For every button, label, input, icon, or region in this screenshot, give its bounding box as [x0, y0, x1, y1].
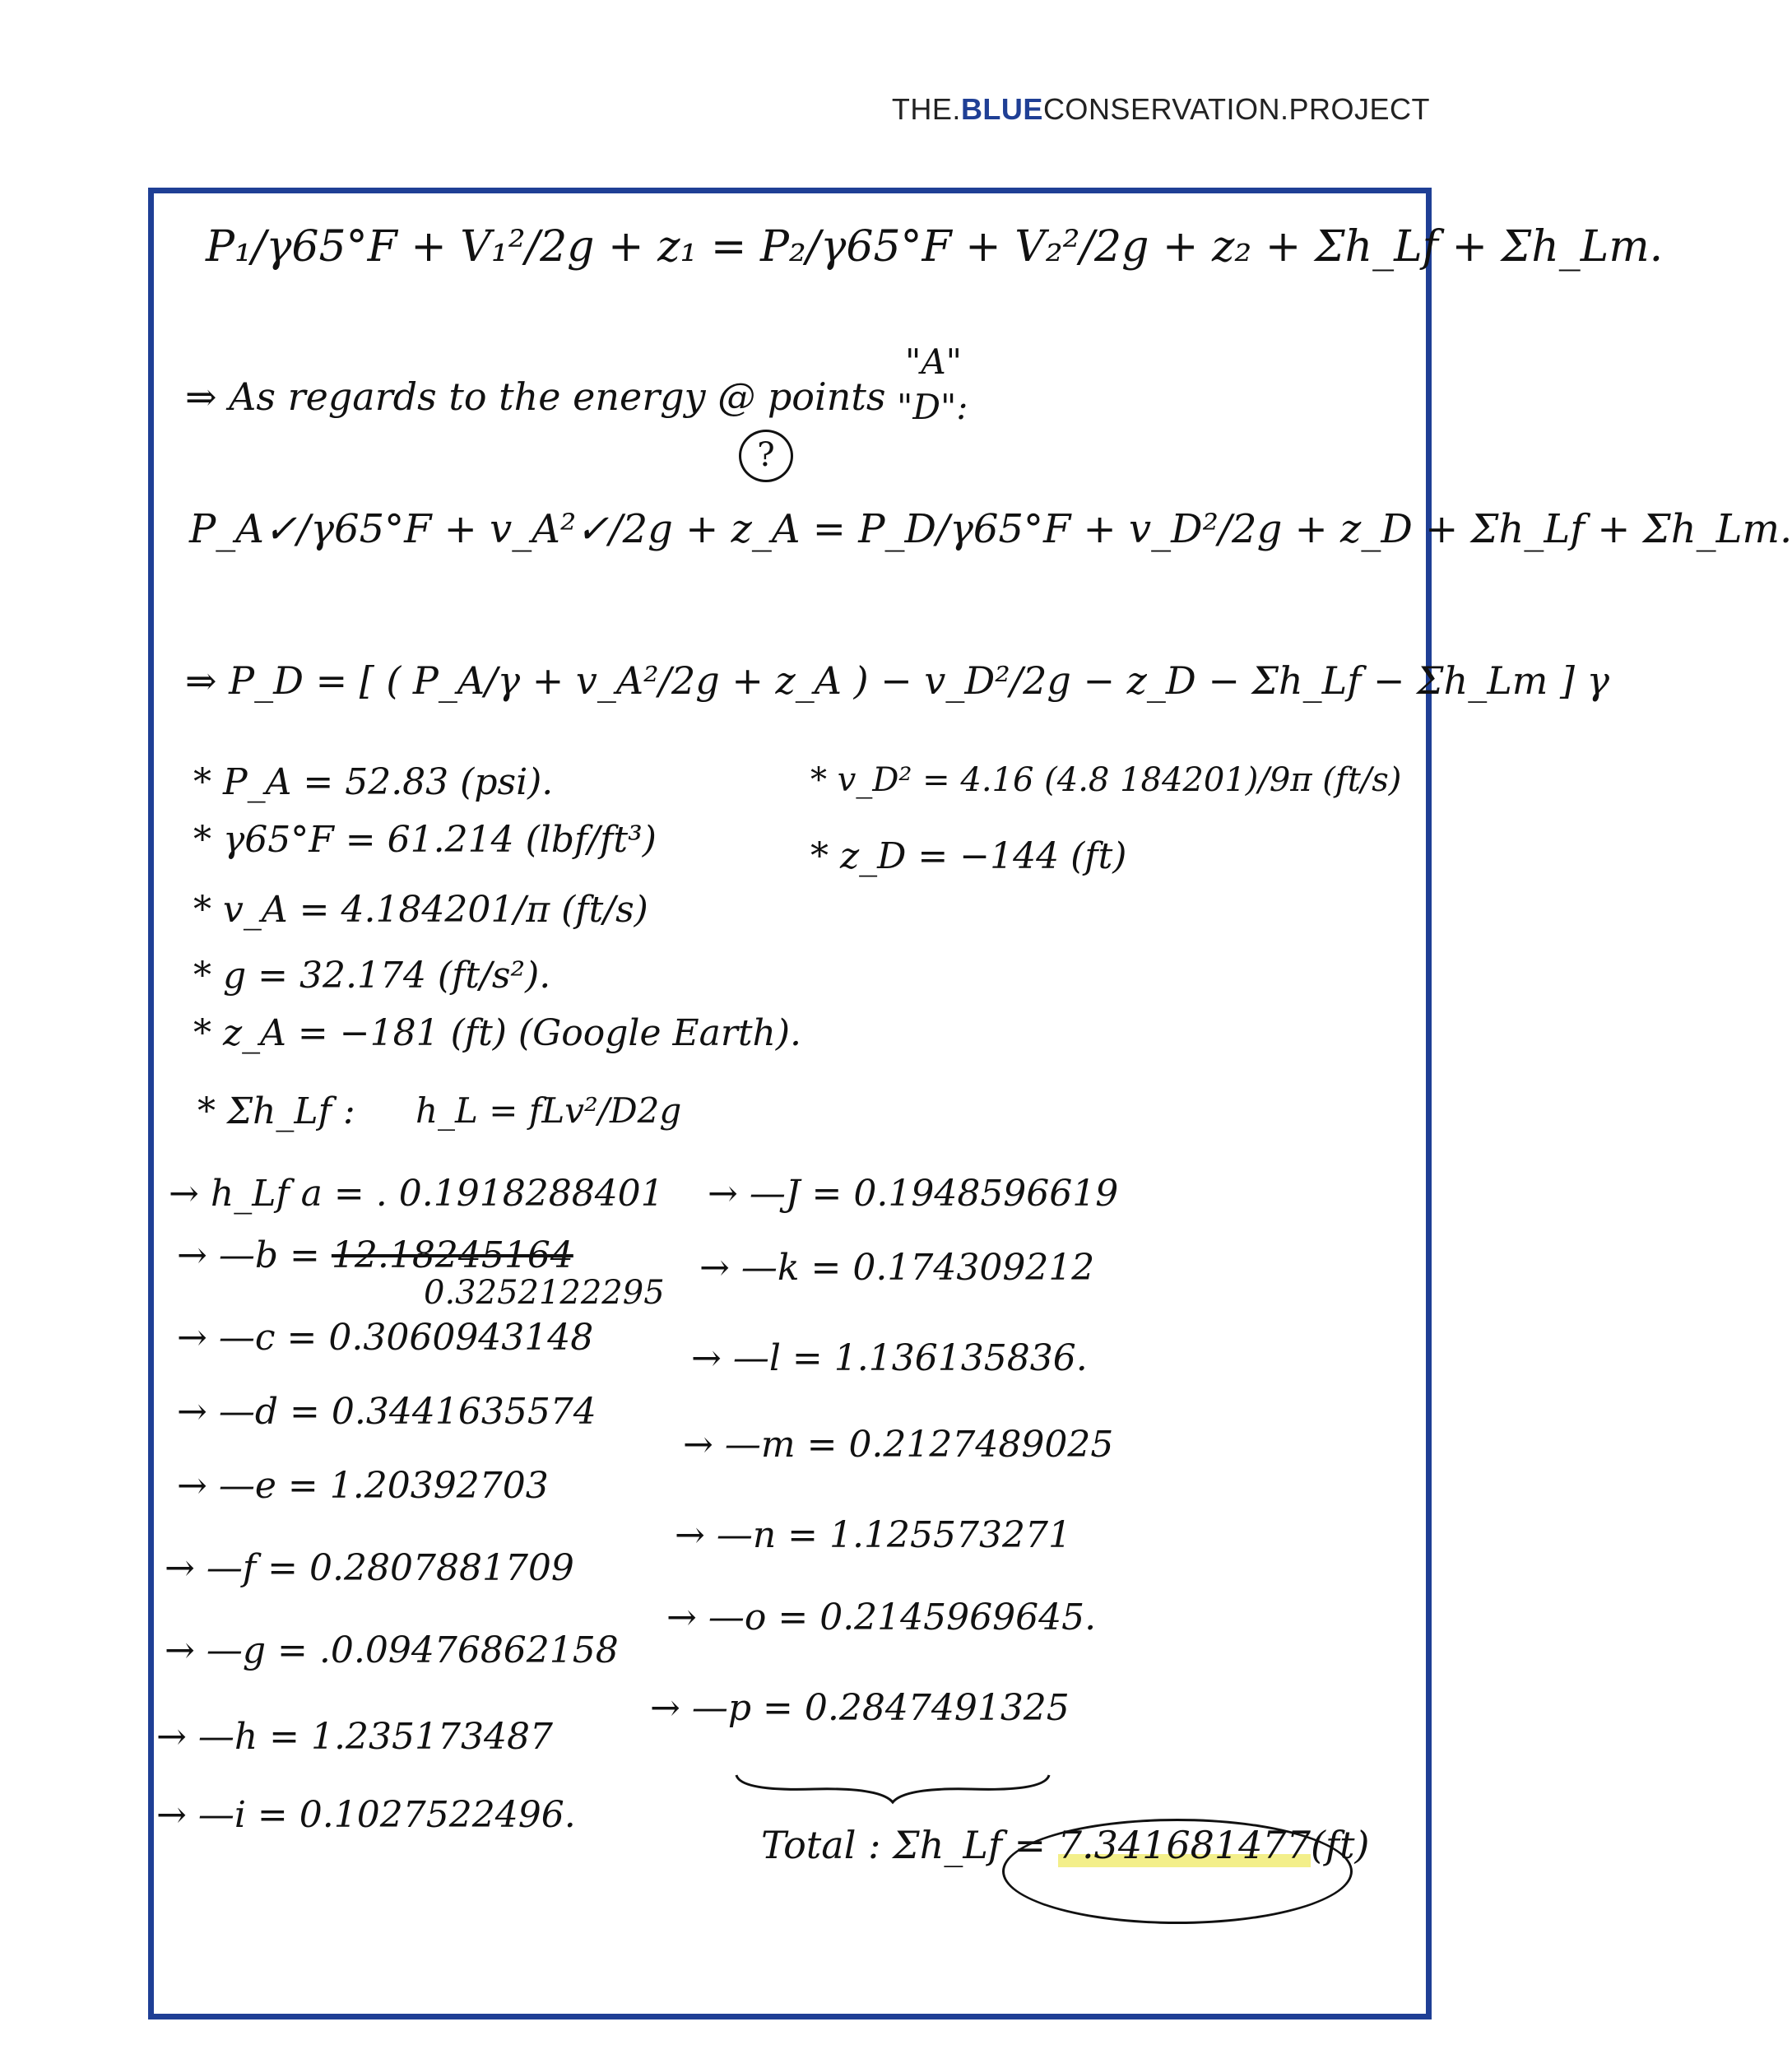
brand-prefix: THE. — [891, 92, 961, 126]
loss-item: → —l = 1.136135836. — [691, 1337, 1088, 1379]
given-pa: * P_A = 52.83 (psi). — [193, 761, 554, 803]
total-line — [761, 1823, 1369, 1867]
brand-highlight: BLUE — [960, 92, 1043, 126]
given-g: * g = 32.174 (ft/s²). — [193, 955, 551, 997]
loss-item: → —d = 0.3441635574 — [177, 1391, 597, 1433]
loss-item: → —c = 0.3060943148 — [177, 1317, 594, 1359]
brand-logo — [892, 92, 1430, 127]
loss-item: → —k = 0.174309212 — [699, 1247, 1095, 1289]
brace-icon — [732, 1771, 1053, 1804]
loss-item: → —m = 0.2127489025 — [683, 1424, 1114, 1466]
loss-item: → —b = 12.18245164 — [177, 1234, 573, 1276]
point-a-label: "A" — [905, 342, 962, 382]
head-loss-formula: h_L = fLv²/D2g — [416, 1090, 682, 1131]
loss-item: → h_Lf a = . 0.1918288401 — [169, 1173, 664, 1215]
bernoulli-general-equation: P₁/γ65°F + V₁²/2g + z₁ = P₂/γ65°F + V₂²/2g + z₂ + Σh_Lf + Σh_Lm. — [206, 222, 1664, 272]
given-va: * v_A = 4.184201/π (ft/s) — [193, 889, 648, 931]
loss-item: → —g = .0.09476862158 — [165, 1629, 619, 1671]
loss-item: → —e = 1.20392703 — [177, 1465, 549, 1507]
total-label: Total : Σh_Lf = — [761, 1823, 1047, 1867]
loss-item: → —f = 0.2807881709 — [165, 1547, 574, 1589]
brand-suffix: CONSERVATION.PROJECT — [1042, 92, 1430, 126]
solve-pd-equation: ⇒ P_D = [ ( P_A/γ + v_A²/2g + z_A ) − v_D²/2g − z_D − Σh_Lf − Σh_Lm ] γ — [185, 658, 1610, 703]
loss-item: → —n = 1.125573271 — [675, 1514, 1071, 1556]
loss-item: → —i = 0.1027522496. — [156, 1794, 576, 1836]
struck-value: 12.18245164 — [331, 1234, 573, 1276]
total-unit: (ft) — [1310, 1823, 1370, 1867]
intro-text: ⇒ As regards to the energy @ points — [185, 374, 886, 419]
given-vd: * v_D² = 4.16 (4.8 184201)/9π (ft/s) — [810, 761, 1402, 799]
given-zd: * z_D = −144 (ft) — [810, 835, 1127, 877]
total-value: 7.341681477 — [1057, 1823, 1311, 1867]
loss-item: → —p = 0.2847491325 — [650, 1687, 1070, 1729]
given-za: * z_A = −181 (ft) (Google Earth). — [193, 1012, 802, 1054]
bernoulli-ad-equation: P_A✓/γ65°F + v_A²✓/2g + z_A = P_D/γ65°F + v_D²/2g + z_D + Σh_Lf + Σh_Lm. — [189, 506, 1792, 552]
loss-item: → —J = 0.1948596619 — [708, 1173, 1119, 1215]
point-d-label: "D": — [897, 387, 968, 427]
loss-item-corrected: 0.3252122295 — [424, 1274, 665, 1312]
loss-item: → —h = 1.235173487 — [156, 1716, 553, 1758]
given-gamma: * γ65°F = 61.214 (lbf/ft³) — [193, 819, 657, 861]
question-mark-bubble: ? — [739, 430, 793, 482]
hlf-header: * Σh_Lf : — [197, 1090, 355, 1132]
loss-item: → —o = 0.2145969645. — [666, 1596, 1097, 1638]
